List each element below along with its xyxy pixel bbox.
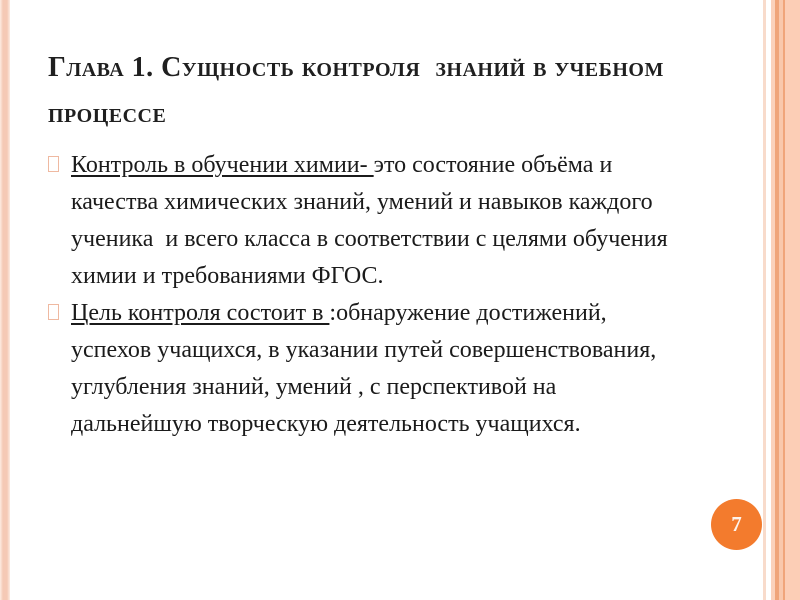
bullet-text [71, 147, 679, 295]
bullet-text [71, 295, 679, 443]
bullet-item [48, 295, 684, 443]
left-edge-stripe [0, 0, 10, 600]
right-edge-stripes [763, 0, 800, 600]
square-bullet-icon [48, 304, 59, 320]
page-number: 7 [731, 512, 742, 536]
bullet-rest: :обнаружение достижений, успехов учащихся, в указании путей совершенствования, углубления знаний, умений , с перспективой на дальнейшую творческую деятельность учащихся. [71, 300, 663, 437]
slide-title: Глава 1. Сущность контроля знаний в учебном процессе [48, 51, 672, 129]
square-bullet-icon [48, 156, 59, 172]
bullet-rest: это состояние объёма и качества химических знаний, умений и навыков каждого ученика и всего класса в соответствии с целями обучения химии и требованиями ФГОС. [71, 152, 674, 289]
right-stripe-band [785, 0, 800, 600]
page-number-badge [711, 499, 762, 550]
bullet-item [48, 147, 684, 295]
bullet-lead-underlined: Цель контроля состоит в [71, 300, 330, 326]
bullet-lead-underlined: Контроль в обучении химии- [71, 152, 374, 178]
bullet-list [48, 147, 684, 443]
